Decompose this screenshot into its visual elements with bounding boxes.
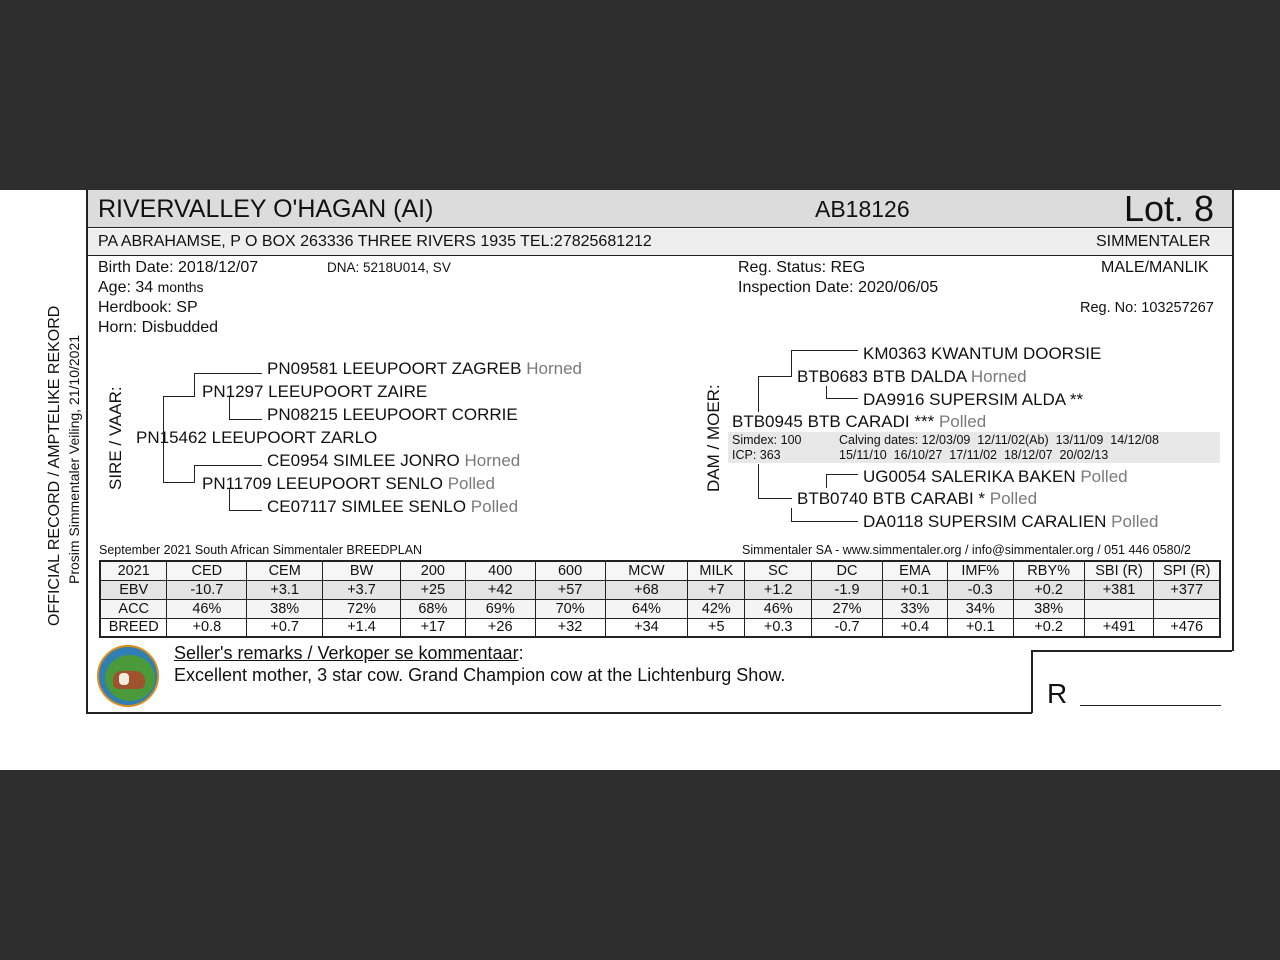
horn-note: Horned bbox=[464, 451, 521, 470]
horn-note: Polled bbox=[1080, 467, 1128, 486]
horn-note: Polled bbox=[1111, 512, 1159, 531]
sire-branch-bottom bbox=[163, 482, 195, 483]
reg-number: Reg. No: 103257267 bbox=[1080, 300, 1214, 316]
dam-dam-dam-name: DA0118 SUPERSIM CARALIEN Polled bbox=[863, 512, 1159, 531]
sire-dam-sire-name: CE0954 SIMLEE JONRO Horned bbox=[267, 451, 521, 470]
sd-line-top bbox=[194, 465, 262, 466]
dam-dam-name: BTB0740 BTB CARABI * Polled bbox=[797, 489, 1038, 508]
pedigree-sheet bbox=[0, 190, 1280, 770]
sire-dam-name: PN11709 LEEUPOORT SENLO Polled bbox=[202, 474, 495, 493]
dam-dam-sire-name: UG0054 SALERIKA BAKEN Polled bbox=[863, 467, 1128, 486]
horn-note: Polled bbox=[938, 412, 987, 431]
sire-label: SIRE / VAAR: bbox=[106, 386, 125, 490]
sd-line-bottom bbox=[229, 510, 262, 511]
sire-dam-dam-name: CE07117 SIMLEE SENLO Polled bbox=[267, 497, 519, 516]
dam-bracket-top bbox=[758, 376, 759, 412]
calving-dates-line1: Calving dates: 12/03/09 12/11/02(Ab) 13/11/09 14/12/08 bbox=[839, 433, 1159, 447]
dd-bracket-top bbox=[826, 474, 827, 488]
horn-note: Polled bbox=[470, 497, 519, 516]
simmentaler-logo-icon bbox=[97, 645, 159, 707]
dna-info: DNA: 5218U014, SV bbox=[327, 260, 451, 275]
dam-branch-top bbox=[758, 376, 792, 377]
age-unit: months bbox=[157, 279, 204, 295]
ds-bracket bbox=[791, 350, 792, 376]
horn-note: Horned bbox=[526, 359, 582, 378]
registration-code: AB18126 bbox=[815, 196, 910, 222]
price-label: R bbox=[1047, 678, 1068, 709]
dam-label: DAM / MOER: bbox=[704, 384, 723, 492]
price-box-edge bbox=[1232, 651, 1236, 721]
simdex: Simdex: 100 bbox=[732, 433, 802, 447]
ds-bracket-bottom bbox=[826, 386, 827, 398]
sex: MALE/MANLIK bbox=[1101, 259, 1209, 276]
owner-address: PA ABRAHAMSE, P O BOX 263336 THREE RIVERS 1935 TEL:27825681212 bbox=[98, 233, 652, 250]
table-row-ebv: EBV -10.7 +3.1 +3.7 +25 +42 +57 +68 +7 +1.2 -1.9 +0.1 -0.3 +0.2 +381 +377 bbox=[100, 580, 1220, 599]
lot-number: Lot. 8 bbox=[1124, 188, 1215, 229]
remarks-text: Excellent mother, 3 star cow. Grand Champion cow at the Lichtenburg Show. bbox=[174, 665, 786, 685]
table-row-acc: ACC 46% 38% 72% 68% 69% 70% 64% 42% 46% 27% 33% 34% 38% bbox=[100, 599, 1220, 618]
age-value: Age: 34 bbox=[98, 279, 154, 296]
card-left-border bbox=[86, 650, 88, 713]
breedplan-table bbox=[99, 560, 1221, 638]
birth-date: Birth Date: 2018/12/07 bbox=[98, 259, 259, 276]
card-bottom-border bbox=[86, 712, 1032, 714]
ds-line-top bbox=[791, 350, 858, 351]
ss-line-top bbox=[194, 373, 262, 374]
remarks-heading: Seller's remarks / Verkoper se kommentaar: bbox=[174, 643, 524, 663]
breedplan-caption: September 2021 South African Simmentaler BREEDPLAN bbox=[99, 543, 423, 557]
dam-sire-name: BTB0683 BTB DALDA Horned bbox=[797, 367, 1027, 386]
dd-line-top bbox=[826, 474, 858, 475]
sire-name: PN15462 LEEUPOORT ZARLO bbox=[136, 428, 378, 447]
horn-note: Polled bbox=[447, 474, 495, 493]
table-row-breed: BREED +0.8 +0.7 +1.4 +17 +26 +32 +34 +5 +0.3 -0.7 +0.4 +0.1 +0.2 +491 +476 bbox=[100, 618, 1220, 637]
table-header-row: 2021 CED CEM BW 200 400 600 MCW MILK SC DC EMA IMF% RBY% SBI (R) SPI (R) bbox=[100, 561, 1220, 580]
sd-bracket bbox=[194, 465, 195, 483]
dam-sire-sire-name: KM0363 KWANTUM DOORSIE bbox=[863, 344, 1102, 363]
dd-bracket-bottom bbox=[791, 508, 792, 521]
icp: ICP: 363 bbox=[732, 448, 781, 462]
herdbook: Herdbook: SP bbox=[98, 299, 198, 316]
auction-label: Prosim Simmentaler Veiling, 21/10/2021 bbox=[66, 334, 82, 584]
dd-line-bottom bbox=[791, 521, 858, 522]
dam-name: BTB0945 BTB CARADI *** Polled bbox=[732, 412, 987, 431]
dam-sire-dam-name: DA9916 SUPERSIM ALDA ** bbox=[863, 390, 1084, 409]
animal-name: RIVERVALLEY O'HAGAN (AI) bbox=[98, 195, 434, 223]
horn-note: Horned bbox=[970, 367, 1027, 386]
reg-status: Reg. Status: REG bbox=[738, 259, 866, 276]
ds-line-bottom bbox=[826, 398, 858, 399]
ss-bracket-top bbox=[194, 373, 195, 397]
official-record-label: OFFICIAL RECORD / AMPTELIKE REKORD bbox=[46, 305, 63, 626]
horn-status: Horn: Disbudded bbox=[98, 319, 219, 336]
price-input-line[interactable] bbox=[1080, 705, 1221, 706]
breed-name: SIMMENTALER bbox=[1096, 233, 1211, 250]
sire-sire-name: PN1297 LEEUPOORT ZAIRE bbox=[202, 382, 428, 401]
dam-bracket-bottom bbox=[758, 464, 759, 498]
sire-branch-top bbox=[163, 396, 195, 397]
sire-sire-sire-name: PN09581 LEEUPOORT ZAGREB Horned bbox=[267, 359, 582, 378]
calving-dates-line2: 15/11/10 16/10/27 17/11/02 18/12/07 20/02/13 bbox=[839, 448, 1109, 462]
horn-note: Polled bbox=[989, 489, 1038, 508]
inspection-date: Inspection Date: 2020/06/05 bbox=[738, 279, 939, 296]
dam-branch-bottom bbox=[758, 498, 792, 499]
sire-sire-dam-name: PN08215 LEEUPOORT CORRIE bbox=[267, 405, 518, 424]
simmentaler-contact: Simmentaler SA - www.simmentaler.org / info@simmentaler.org / 051 446 0580/2 bbox=[742, 543, 1192, 557]
ss-line-bottom bbox=[229, 419, 262, 420]
age bbox=[98, 279, 204, 297]
